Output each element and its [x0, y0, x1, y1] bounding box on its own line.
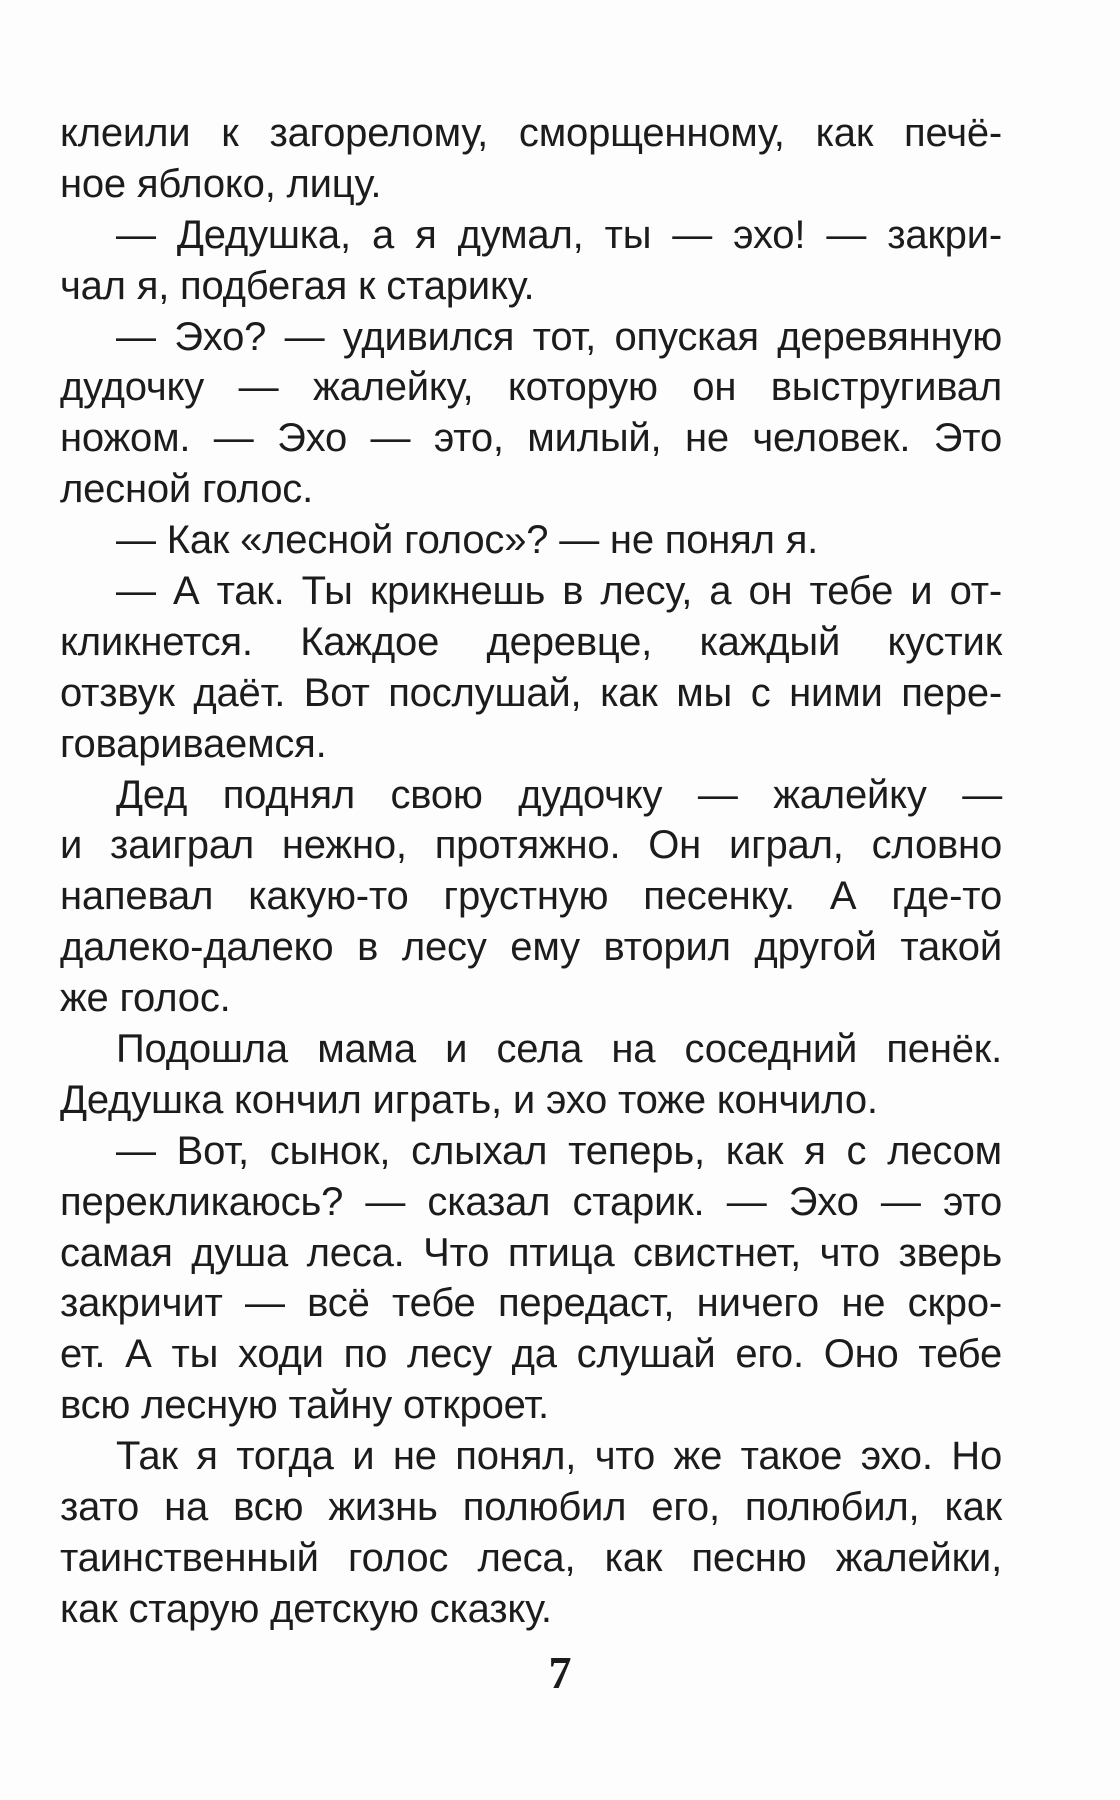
- text-line: зато на всю жизнь полюбил его, полюбил, как: [60, 1485, 1002, 1530]
- text-line: далеко-далеко в лесу ему вторил другой такой: [60, 925, 1002, 970]
- text-line: всю лесную тайну откроет.: [60, 1383, 549, 1428]
- text-line: таинственный голос леса, как песню жалейки,: [60, 1535, 1002, 1580]
- text-line: ножом. — Эхо — это, милый, не человек. Это: [60, 416, 1002, 461]
- text-line: самая душа леса. Что птица свистнет, что зверь: [60, 1230, 1002, 1275]
- text-line: — Как «лесной голос»? — не понял я.: [116, 518, 819, 563]
- text-line: ное яблоко, лицу.: [60, 161, 382, 206]
- text-line: же голос.: [60, 976, 231, 1021]
- text-line: — Вот, сынок, слыхал теперь, как я с лесом: [116, 1128, 1002, 1173]
- page-number: 7: [548, 1647, 572, 1698]
- text-line: дудочку — жалейку, которую он выстругивал: [60, 365, 1002, 410]
- text-line: говариваемся.: [60, 721, 327, 766]
- text-line: Подошла мама и села на соседний пенёк.: [116, 1027, 1002, 1072]
- text-line: перекликаюсь? — сказал старик. — Эхо — это: [60, 1179, 1002, 1224]
- text-line: Дедушка кончил играть, и эхо тоже кончило.: [60, 1077, 878, 1122]
- text-line: Так я тогда и не понял, что же такое эхо. Но: [116, 1434, 1002, 1479]
- text-line: как старую детскую сказку.: [60, 1586, 552, 1631]
- text-line: отзвук даёт. Вот послушай, как мы с ними пере-: [60, 670, 1002, 715]
- body-text: [60, 108, 1002, 1635]
- text-line: ет. А ты ходи по лесу да слушай его. Оно тебе: [60, 1332, 1002, 1377]
- text-line: закричит — всё тебе передаст, ничего не скро-: [60, 1281, 1002, 1326]
- text-line: Дед поднял свою дудочку — жалейку —: [116, 772, 1002, 817]
- text-line: — Эхо? — удивился тот, опуская деревянную: [116, 314, 1002, 359]
- text-line: чал я, подбегая к старику.: [60, 263, 535, 308]
- text-line: кликнется. Каждое деревце, каждый кустик: [60, 619, 1002, 664]
- text-line: напевал какую-то грустную песенку. А где-то: [60, 874, 1002, 919]
- text-line: лесной голос.: [60, 467, 314, 512]
- text-line: — Дедушка, а я думал, ты — эхо! — закри-: [116, 212, 1002, 257]
- text-line: — А так. Ты крикнешь в лесу, а он тебе и от-: [116, 569, 1002, 614]
- text-line: клеили к загорелому, сморщенному, как печё-: [60, 111, 1002, 155]
- text-line: и заиграл нежно, протяжно. Он играл, словно: [60, 823, 1002, 868]
